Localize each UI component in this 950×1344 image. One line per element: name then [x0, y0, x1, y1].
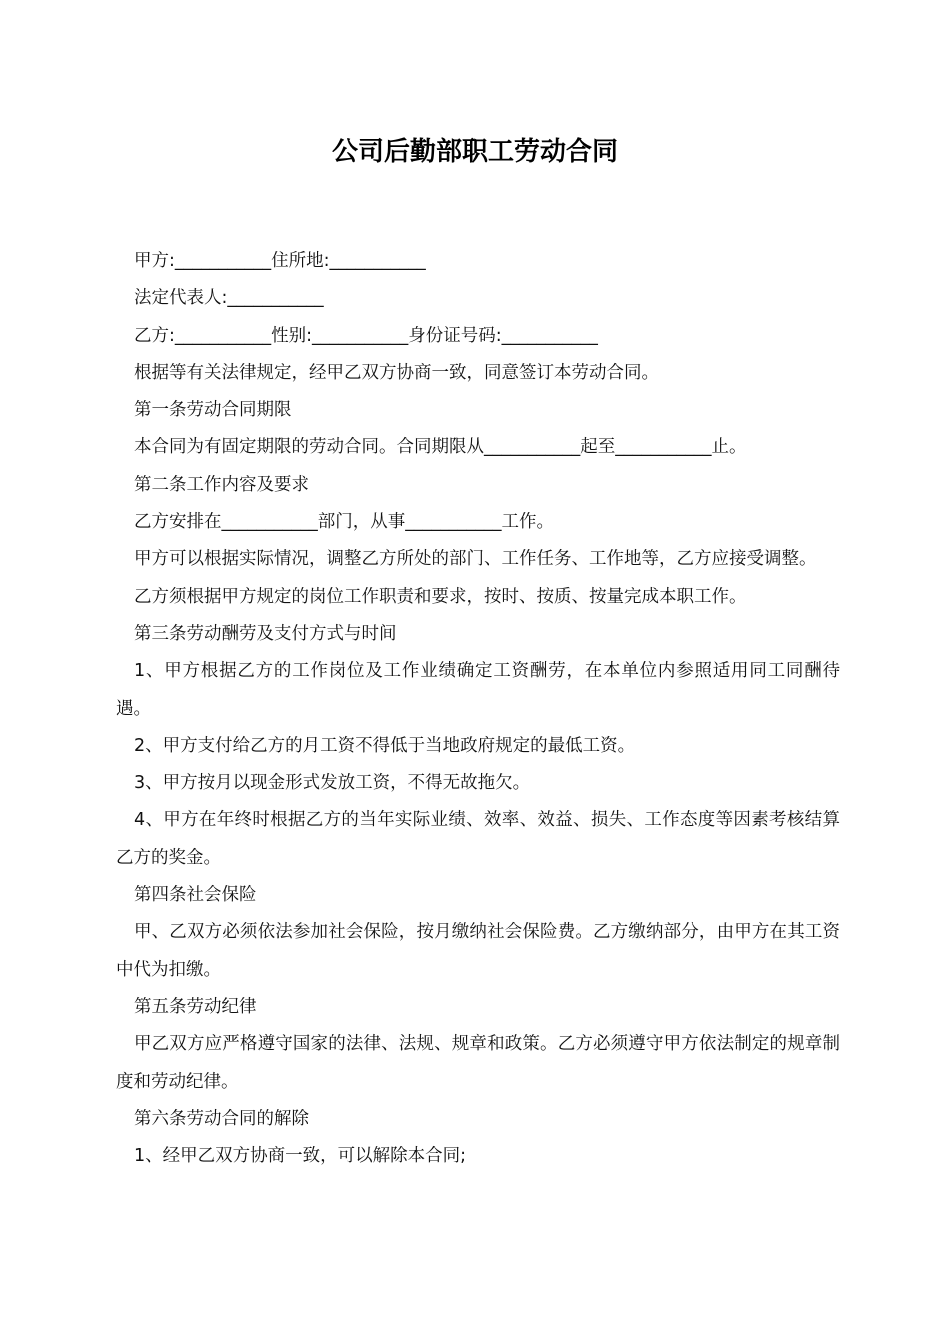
article-5-text: 甲乙双方应严格遵守国家的法律、法规、规章和政策。乙方必须遵守甲方依法制定的规章制度和劳动纪律。 — [116, 1034, 840, 1092]
article-1-text: 本合同为有固定期限的劳动合同。合同期限从___________起至___________止。 — [134, 437, 747, 458]
article-3-item-4: 4、甲方在年终时根据乙方的当年实际业绩、效率、效益、损失、工作态度等因素考核结算乙方的奖金。 — [116, 810, 840, 868]
article-2-clause-2: 甲方可以根据实际情况，调整乙方所处的部门、工作任务、工作地等，乙方应接受调整。 — [134, 549, 817, 570]
article-3-item-1: 1、甲方根据乙方的工作岗位及工作业绩确定工资酬劳，在本单位内参照适用同工同酬待遇。 — [116, 661, 840, 719]
article-2-clause-3: 乙方须根据甲方规定的岗位工作职责和要求，按时、按质、按量完成本职工作。 — [134, 586, 747, 607]
article-4-text: 甲、乙双方必须依法参加社会保险，按月缴纳社会保险费。乙方缴纳部分，由甲方在其工资中代为扣缴。 — [116, 922, 840, 980]
article-1-heading: 第一条劳动合同期限 — [134, 400, 292, 421]
article-5-heading: 第五条劳动纪律 — [134, 996, 257, 1017]
preamble: 根据等有关法律规定，经甲乙双方协商一致，同意签订本劳动合同。 — [134, 362, 659, 383]
legal-representative-line: 法定代表人:___________ — [134, 288, 324, 309]
article-3-item-2: 2、甲方支付给乙方的月工资不得低于当地政府规定的最低工资。 — [134, 735, 636, 756]
article-4-heading: 第四条社会保险 — [134, 885, 257, 906]
party-a-line: 甲方:___________住所地:___________ — [134, 251, 426, 271]
article-6-heading: 第六条劳动合同的解除 — [134, 1108, 309, 1129]
party-b-line: 乙方:___________性别:___________身份证号码:___________ — [134, 325, 598, 346]
article-2-heading: 第二条工作内容及要求 — [134, 474, 309, 495]
article-2-clause-1: 乙方安排在___________部门，从事___________工作。 — [134, 512, 554, 533]
document-title: 公司后勤部职工劳动合同 — [331, 137, 618, 167]
article-3-heading: 第三条劳动酬劳及支付方式与时间 — [134, 623, 397, 644]
article-3-item-3: 3、甲方按月以现金形式发放工资，不得无故拖欠。 — [134, 773, 531, 794]
document-body — [116, 243, 840, 1175]
article-6-item-1: 1、经甲乙双方协商一致，可以解除本合同; — [134, 1146, 467, 1167]
